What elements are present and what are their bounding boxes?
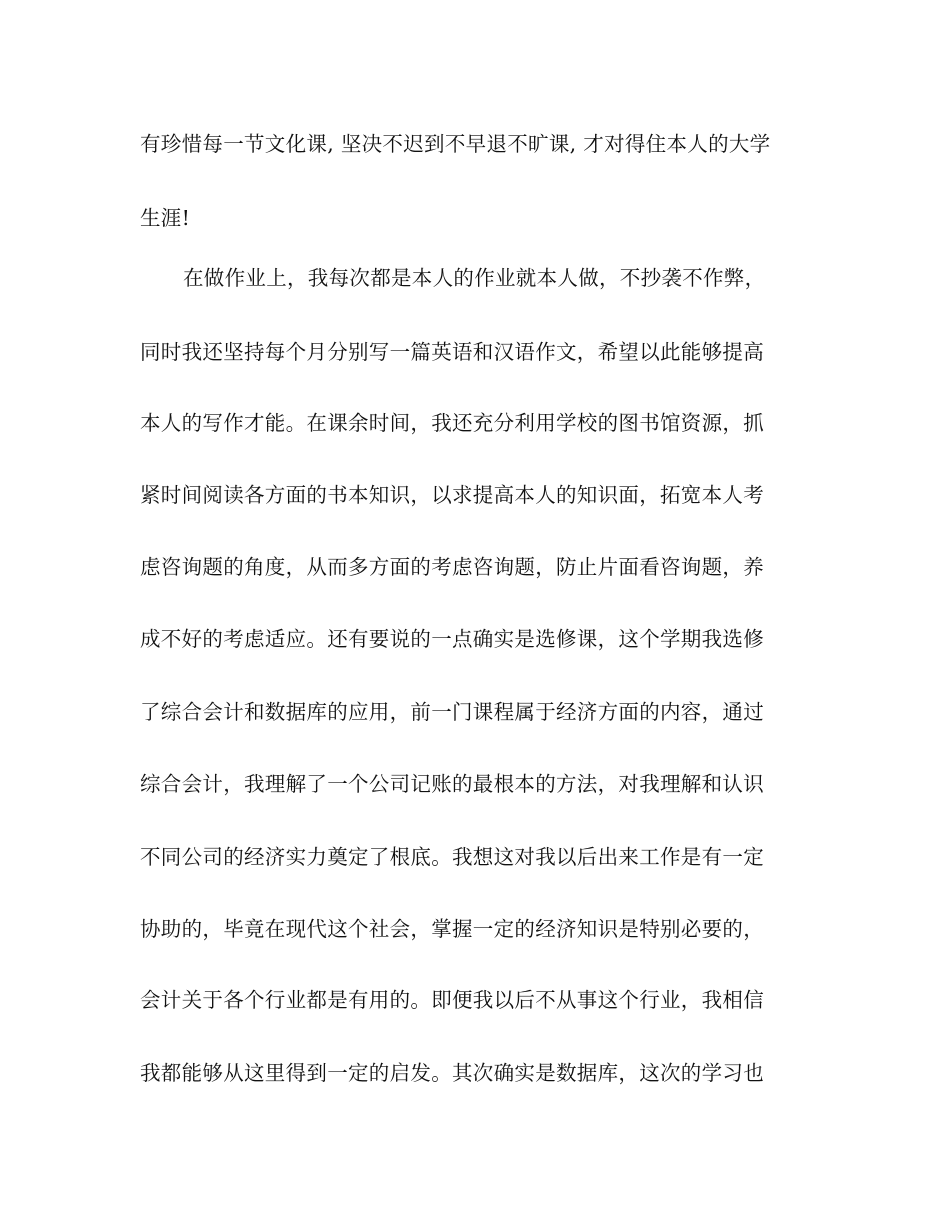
text-line-7: 虑咨询题的角度，从而多方面的考虑咨询题，防止片面看咨询题，养 [140,555,764,579]
text-line-5: 本人的写作才能。在课余时间，我还充分利用学校的图书馆资源，抓 [140,411,764,435]
text-line-8: 成不好的考虑适应。还有要说的一点确实是选修课，这个学期我选修 [140,627,764,651]
text-line-9: 了综合会计和数据库的应用，前一门课程属于经济方面的内容，通过 [140,700,764,724]
text-line-10: 综合会计，我理解了一个公司记账的最根本的方法，对我理解和认识 [140,772,764,796]
text-line-14: 我都能够从这里得到一定的启发。其次确实是数据库，这次的学习也 [140,1061,764,1085]
text-line-11: 不同公司的经济实力奠定了根底。我想这对我以后出来工作是有一定 [140,845,764,869]
text-line-2: 生涯! [140,206,191,230]
text-line-1: 有珍惜每一节文化课, 坚决不迟到不早退不旷课, 才对得住本人的大学 [140,132,771,156]
text-line-13: 会计关于各个行业都是有用的。即便我以后不从事这个行业，我相信 [140,988,764,1012]
text-line-4: 同时我还坚持每个月分别写一篇英语和汉语作文，希望以此能够提高 [140,340,764,364]
text-line-6: 紧时间阅读各方面的书本知识，以求提高本人的知识面，拓宽本人考 [140,483,764,507]
text-line-12: 协助的，毕竟在现代这个社会，掌握一定的经济知识是特别必要的， [140,917,764,941]
paragraph-start-line: 在做作业上，我每次都是本人的作业就本人做，不抄袭不作弊， [183,266,766,290]
